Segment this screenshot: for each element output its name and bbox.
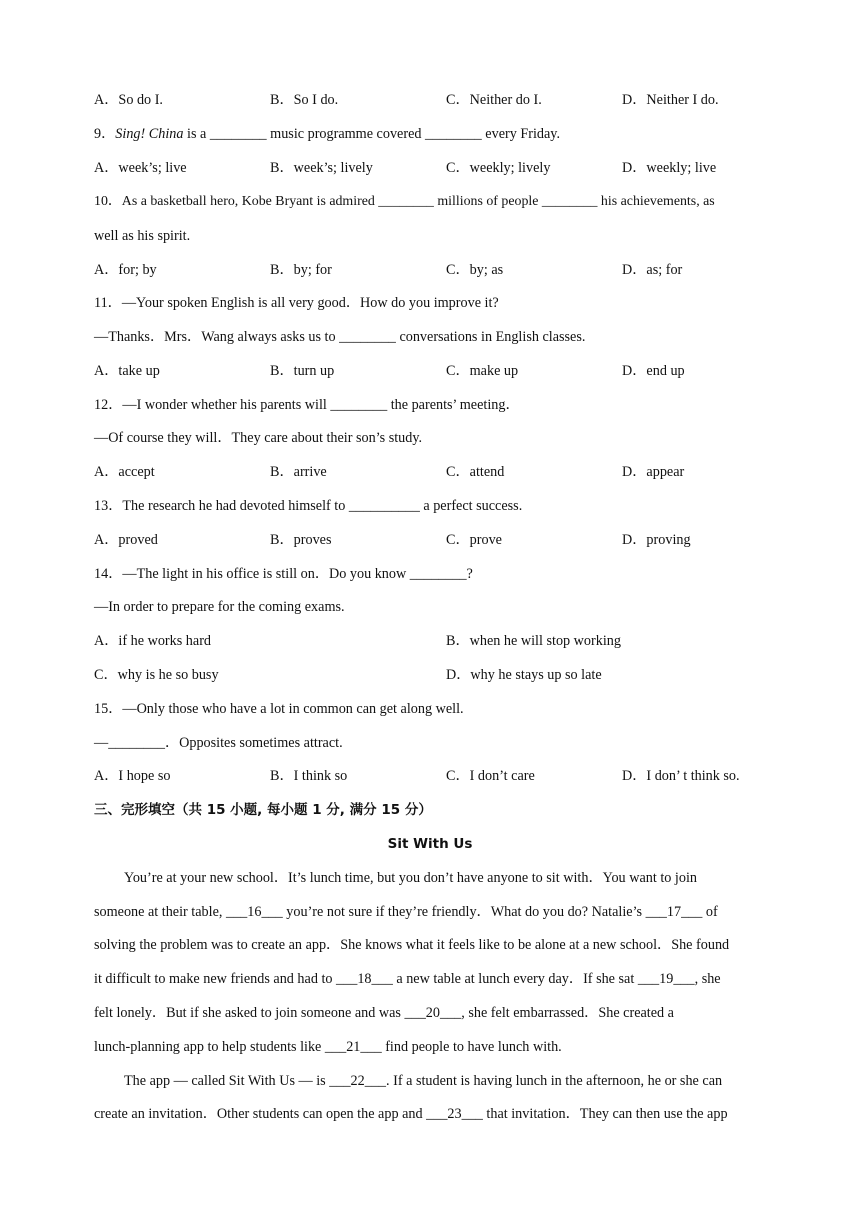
q10-option-a[interactable]: A．for; by bbox=[94, 262, 157, 278]
blank-22[interactable]: ___22___ bbox=[329, 1073, 387, 1089]
q12-stem-line2: —Of course they will．They care about their son’s study. bbox=[94, 430, 423, 446]
q15-option-d[interactable]: D．I don’ t think so. bbox=[622, 768, 740, 784]
q10-stem-line1: 10．As a basketball hero, Kobe Bryant is admired ________ millions of people ________ his achievements, as bbox=[94, 194, 715, 209]
q11-option-d[interactable]: D．end up bbox=[622, 363, 685, 379]
q8-options bbox=[94, 90, 766, 110]
q14-option-c[interactable]: C．why is he so busy bbox=[94, 667, 219, 683]
q8-option-b[interactable]: B．So I do. bbox=[270, 92, 339, 108]
passage-line bbox=[94, 1003, 766, 1023]
blank-17[interactable]: ___17___ bbox=[645, 904, 703, 920]
q15-stem-line2: —________．Opposites sometimes attract. bbox=[94, 735, 343, 751]
section-heading: 三、完形填空（共 15 小题, 每小题 1 分, 满分 15 分） bbox=[94, 802, 432, 818]
passage-text: it difficult to make new friends and had to bbox=[94, 971, 337, 987]
passage-text: , she bbox=[694, 971, 721, 987]
q10-options bbox=[94, 260, 766, 280]
passage-text: You’re at your new school．It’s lunch time, but you don’t have anyone to sit with．You want to join bbox=[124, 870, 697, 886]
q15-option-a[interactable]: A．I hope so bbox=[94, 768, 171, 784]
q15-option-c[interactable]: C．I don’t care bbox=[446, 768, 535, 784]
q9-options bbox=[94, 158, 766, 178]
q15-options bbox=[94, 766, 766, 786]
passage-text: The app — called Sit With Us — is bbox=[124, 1073, 330, 1089]
passage-line bbox=[94, 1104, 766, 1124]
passage-line bbox=[94, 1037, 766, 1057]
q14-option-b[interactable]: B．when he will stop working bbox=[446, 633, 621, 649]
passage-text: lunch-planning app to help students like bbox=[94, 1039, 325, 1055]
q10-option-b[interactable]: B．by; for bbox=[270, 262, 332, 278]
passage-text: felt lonely．But if she asked to join someone and was bbox=[94, 1005, 405, 1021]
q15-stem-line1: 15．—Only those who have a lot in common can get along well. bbox=[94, 701, 464, 717]
passage-line bbox=[94, 935, 766, 955]
passage-text: solving the problem was to create an app．She knows what it feels like to be alone at a new school．She found bbox=[94, 937, 730, 953]
q10-option-d[interactable]: D．as; for bbox=[622, 262, 683, 278]
q13-stem: 13．The research he had devoted himself to __________ a perfect success. bbox=[94, 498, 523, 514]
blank-18[interactable]: ___18___ bbox=[336, 971, 393, 987]
q11-stem-line1: 11．—Your spoken English is all very good．How do you improve it? bbox=[94, 295, 499, 311]
q14-stem-line2: —In order to prepare for the coming exams. bbox=[94, 599, 345, 615]
passage-line bbox=[94, 1071, 766, 1091]
passage-text: that invitation．They can then use the app bbox=[482, 1106, 728, 1122]
q11-option-b[interactable]: B．turn up bbox=[270, 363, 335, 379]
q9-stem bbox=[94, 124, 766, 144]
q9-text: is a ________ music programme covered ________ every Friday. bbox=[183, 126, 561, 142]
q12-option-d[interactable]: D．appear bbox=[622, 464, 685, 480]
q9-italic-title: Sing! China bbox=[115, 126, 184, 142]
blank-20[interactable]: ___20___ bbox=[404, 1005, 462, 1021]
q10-option-c[interactable]: C．by; as bbox=[446, 262, 504, 278]
passage-line bbox=[94, 902, 766, 922]
q9-option-c[interactable]: C．weekly; lively bbox=[446, 160, 551, 176]
q11-stem-line2: —Thanks．Mrs．Wang always asks us to ________ conversations in English classes. bbox=[94, 329, 586, 345]
passage-text: someone at their table, bbox=[94, 904, 226, 920]
passage-text: find people to have lunch with. bbox=[381, 1039, 562, 1055]
q9-number: 9． bbox=[94, 126, 116, 142]
q13-option-a[interactable]: A．proved bbox=[94, 532, 158, 548]
q14-options-row1 bbox=[94, 631, 766, 651]
q12-option-b[interactable]: B．arrive bbox=[270, 464, 327, 480]
passage-text: you’re not sure if they’re friendly．What do you do? Natalie’s bbox=[282, 904, 646, 920]
blank-21[interactable]: ___21___ bbox=[324, 1039, 382, 1055]
q10-stem-line2: well as his spirit. bbox=[94, 228, 191, 244]
q14-options-row2 bbox=[94, 665, 766, 685]
q13-option-b[interactable]: B．proves bbox=[270, 532, 332, 548]
q11-option-c[interactable]: C．make up bbox=[446, 363, 519, 379]
q13-options bbox=[94, 530, 766, 550]
passage-line bbox=[94, 969, 766, 989]
q8-option-c[interactable]: C．Neither do I. bbox=[446, 92, 542, 108]
q12-option-c[interactable]: C．attend bbox=[446, 464, 505, 480]
q9-option-b[interactable]: B．week’s; lively bbox=[270, 160, 373, 176]
passage-text: . If a student is having lunch in the afternoon, he or she can bbox=[386, 1073, 723, 1089]
passage-text: a new table at lunch every day．If she sat bbox=[392, 971, 638, 987]
q15-option-b[interactable]: B．I think so bbox=[270, 768, 348, 784]
q8-option-d[interactable]: D．Neither I do. bbox=[622, 92, 719, 108]
blank-16[interactable]: ___16___ bbox=[225, 904, 283, 920]
q13-option-d[interactable]: D．proving bbox=[622, 532, 691, 548]
q14-option-d[interactable]: D．why he stays up so late bbox=[446, 667, 602, 683]
q11-options bbox=[94, 361, 766, 381]
q13-option-c[interactable]: C．prove bbox=[446, 532, 502, 548]
q12-options bbox=[94, 462, 766, 482]
q14-option-a[interactable]: A．if he works hard bbox=[94, 633, 212, 649]
q9-option-a[interactable]: A．week’s; live bbox=[94, 160, 187, 176]
passage-text: create an invitation．Other students can open the app and bbox=[94, 1106, 427, 1122]
q8-option-a[interactable]: A．So do I. bbox=[94, 92, 163, 108]
passage-text: , she felt embarrassed．She created a bbox=[461, 1005, 674, 1021]
passage-text: of bbox=[702, 904, 718, 920]
q12-stem-line1: 12．—I wonder whether his parents will ________ the parents’ meeting． bbox=[94, 397, 520, 413]
q12-option-a[interactable]: A．accept bbox=[94, 464, 155, 480]
q11-option-a[interactable]: A．take up bbox=[94, 363, 160, 379]
passage-title: Sit With Us bbox=[387, 836, 473, 852]
blank-23[interactable]: ___23___ bbox=[426, 1106, 483, 1122]
q9-option-d[interactable]: D．weekly; live bbox=[622, 160, 717, 176]
q14-stem-line1: 14．—The light in his office is still on．Do you know ________? bbox=[94, 566, 473, 582]
blank-19[interactable]: ___19___ bbox=[637, 971, 695, 987]
passage-line bbox=[94, 868, 766, 888]
